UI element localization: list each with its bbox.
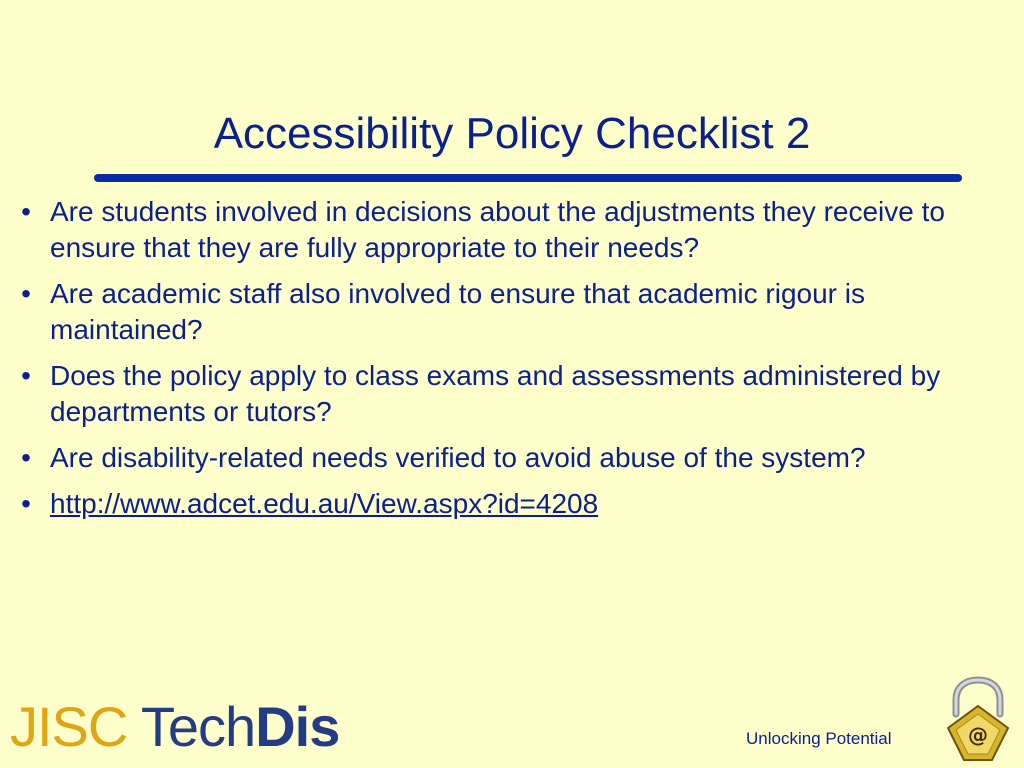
padlock-at-symbol: @ — [968, 723, 988, 747]
bullet-text: Are students involved in decisions about the adjustments they receive to ensure that they are fully appropriate to their needs? — [50, 196, 945, 263]
bullet-item — [14, 358, 1014, 430]
title-underline — [94, 174, 962, 182]
logo-jisc-text: JISC — [10, 695, 128, 758]
bullet-item — [14, 194, 1014, 266]
bullet-dot: • — [21, 488, 31, 519]
bullet-dot: • — [21, 278, 31, 309]
adcet-link[interactable]: http://www.adcet.edu.au/View.aspx?id=4208 — [50, 488, 599, 519]
jisc-techdis-logo — [10, 692, 339, 762]
bullet-list — [14, 194, 1014, 532]
bullet-dot: • — [21, 196, 31, 227]
tagline: Unlocking Potential — [746, 729, 892, 748]
bullet-text: Are disability-related needs verified to avoid abuse of the system? — [50, 442, 866, 473]
logo-dis-text: Dis — [255, 695, 340, 758]
bullet-item-link — [14, 486, 1014, 522]
bullet-dot: • — [21, 442, 31, 473]
padlock-icon — [938, 676, 1018, 764]
bullet-text: Does the policy apply to class exams and assessments administered by departments or tutors? — [50, 360, 941, 427]
slide-title: Accessibility Policy Checklist 2 — [213, 109, 811, 158]
bullet-item — [14, 440, 1014, 476]
bullet-text: Are academic staff also involved to ensure that academic rigour is maintained? — [50, 278, 866, 345]
bullet-dot: • — [21, 360, 31, 391]
bullet-item — [14, 276, 1014, 348]
logo-tech-text: Tech — [140, 695, 256, 758]
